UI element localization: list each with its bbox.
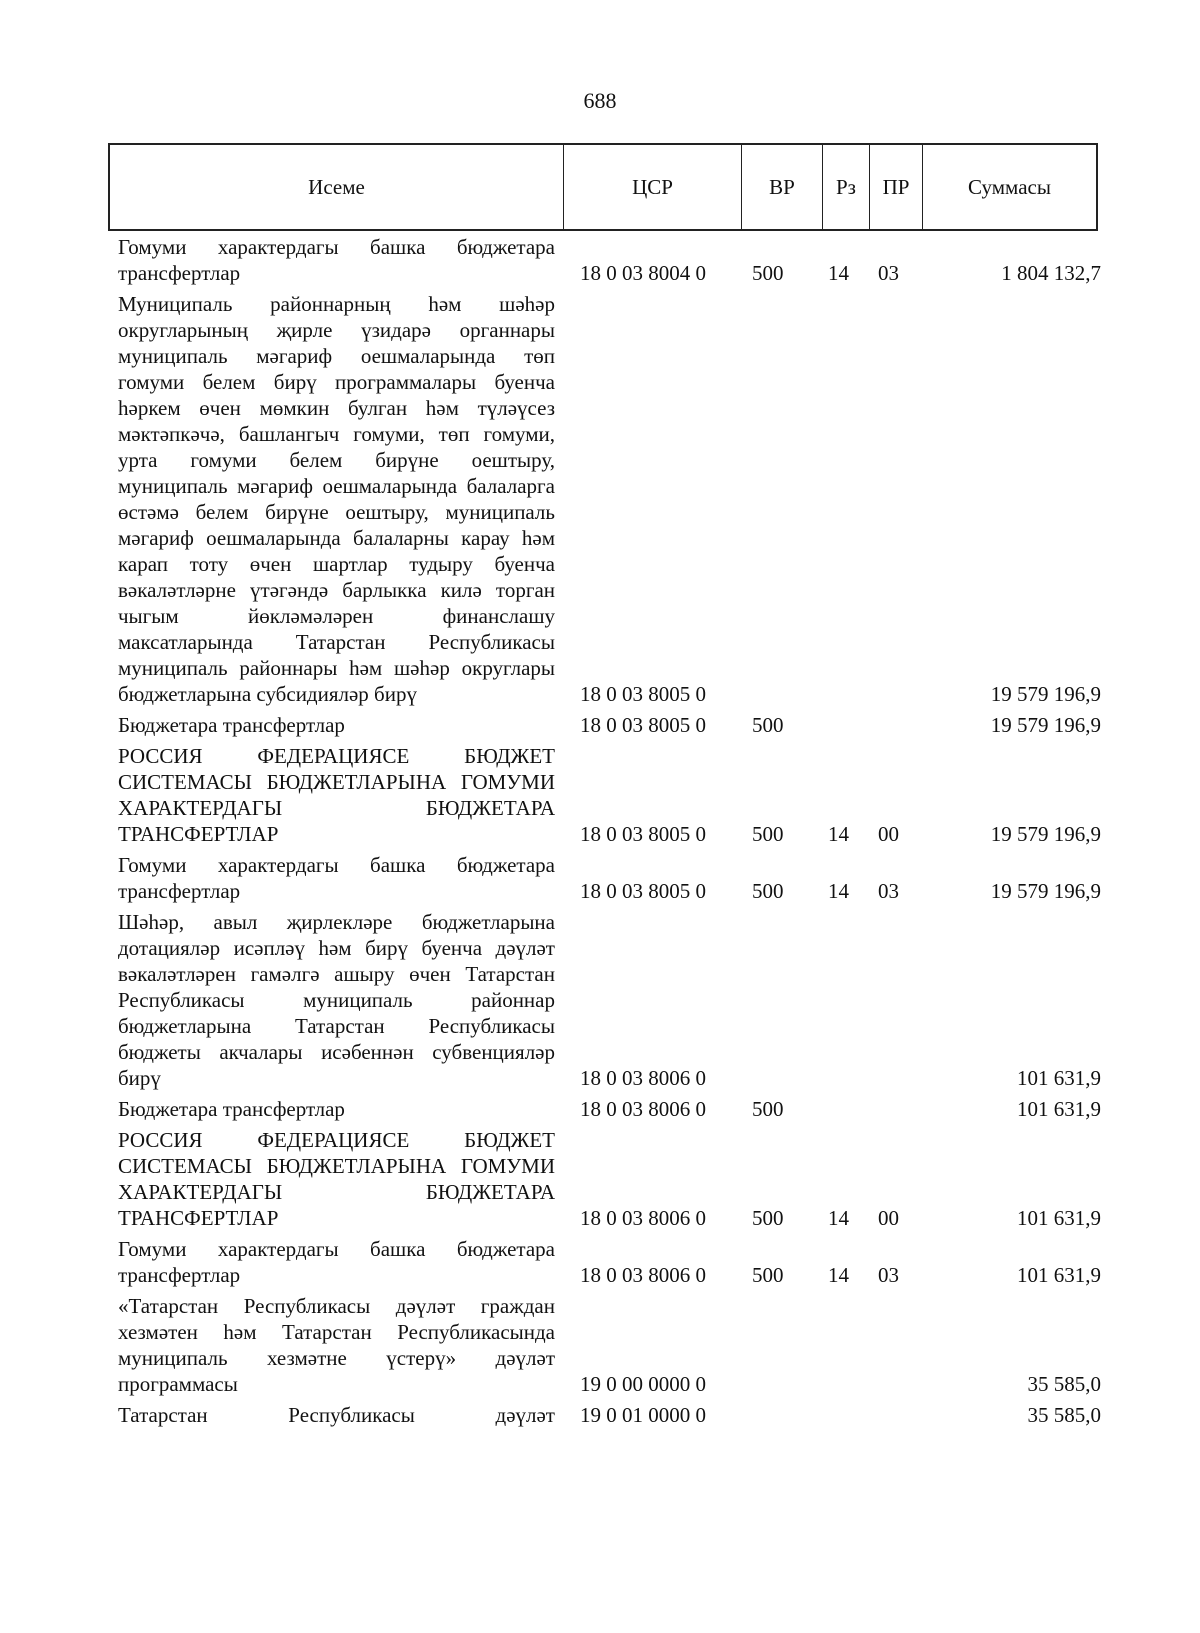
table-row <box>118 1096 1108 1122</box>
row-csr: 18 0 03 8005 0 <box>580 713 706 737</box>
row-pr: 00 <box>878 1206 899 1230</box>
row-name: Гомуми характердагы башка бюджетара трансфертлар <box>118 1237 555 1287</box>
row-vr: 500 <box>752 713 784 737</box>
row-vr: 500 <box>752 1263 784 1287</box>
row-csr: 18 0 03 8006 0 <box>580 1263 706 1287</box>
row-rz: 14 <box>828 1263 849 1287</box>
table-body <box>118 234 1108 1433</box>
header-name: Исеме <box>110 145 564 229</box>
table-row <box>118 909 1108 1091</box>
row-sum: 19 579 196,9 <box>990 682 1101 706</box>
row-rz: 14 <box>828 261 849 285</box>
row-rz: 14 <box>828 879 849 903</box>
row-rz: 14 <box>828 822 849 846</box>
table-row <box>118 1127 1108 1231</box>
header-csr: ЦСР <box>564 145 742 229</box>
row-sum: 101 631,9 <box>1017 1066 1101 1090</box>
row-sum: 35 585,0 <box>1027 1372 1101 1396</box>
header-rz: Рз <box>823 145 870 229</box>
row-name: Гомуми характердагы башка бюджетара трансфертлар <box>118 235 555 285</box>
table-row <box>118 712 1108 738</box>
table-row <box>118 1236 1108 1288</box>
row-pr: 03 <box>878 879 899 903</box>
row-sum: 101 631,9 <box>1017 1263 1101 1287</box>
row-pr: 00 <box>878 822 899 846</box>
page-number: 688 <box>583 88 617 113</box>
row-name: «Татарстан Республикасы дәүләт граждан хезмәтен һәм Татарстан Республикасында муниципаль хезмәтне үстерү» дәүләт программасы <box>118 1294 555 1396</box>
row-csr: 18 0 03 8006 0 <box>580 1066 706 1090</box>
row-sum: 19 579 196,9 <box>990 822 1101 846</box>
row-name: Бюджетара трансфертлар <box>118 1097 345 1121</box>
header-vr: ВР <box>742 145 823 229</box>
row-sum: 35 585,0 <box>1027 1403 1101 1427</box>
row-pr: 03 <box>878 1263 899 1287</box>
table-row <box>118 291 1108 707</box>
row-name: Бюджетара трансфертлар <box>118 713 345 737</box>
header-pr: ПР <box>870 145 923 229</box>
row-sum: 101 631,9 <box>1017 1097 1101 1121</box>
table-row <box>118 743 1108 847</box>
row-vr: 500 <box>752 822 784 846</box>
row-name: Гомуми характердагы башка бюджетара трансфертлар <box>118 853 555 903</box>
row-sum: 1 804 132,7 <box>1001 261 1101 285</box>
row-name: Муниципаль районнарның һәм шәһәр округларының җирле үзидарә органнары муниципаль мәгариф оешмаларында төп гомуми белем бирү программалары буенча һәркем өчен мөмкин булган һәм түләүсез мәктәпкәчә, башлангыч гомуми, төп гомуми, урта гомуми белем бирүне оештыру, муниципаль мәгариф оешмаларында балаларга өстәмә белем бирүне оештыру, муниципаль мәгариф оешмаларында балаларны карау һәм карап тоту өчен шартлар тудыру буенча вәкаләтләрне үтәгәндә барлыкка килә торган чыгым йөкләмәләрен финанслашу максатларында Татарстан Республикасы муниципаль районнары һәм шәһәр округлары бюджетларына субсидияләр бирү <box>118 292 555 706</box>
table-row <box>118 1402 1108 1428</box>
row-name: РОССИЯ ФЕДЕРАЦИЯСЕ БЮДЖЕТ СИСТЕМАСЫ БЮДЖЕТЛАРЫНА ГОМУМИ ХАРАКТЕРДАГЫ БЮДЖЕТАРА ТРАНСФЕРТЛАР <box>118 744 555 846</box>
row-csr: 18 0 03 8005 0 <box>580 879 706 903</box>
table-row <box>118 852 1108 904</box>
row-csr: 18 0 03 8005 0 <box>580 682 706 706</box>
table-row <box>118 234 1108 286</box>
header-sum: Суммасы <box>968 174 1051 199</box>
row-vr: 500 <box>752 1097 784 1121</box>
row-rz: 14 <box>828 1206 849 1230</box>
row-vr: 500 <box>752 879 784 903</box>
row-vr: 500 <box>752 1206 784 1230</box>
row-csr: 18 0 03 8004 0 <box>580 261 706 285</box>
row-sum: 19 579 196,9 <box>990 713 1101 737</box>
row-sum: 19 579 196,9 <box>990 879 1101 903</box>
row-csr: 18 0 03 8006 0 <box>580 1206 706 1230</box>
row-sum: 101 631,9 <box>1017 1206 1101 1230</box>
row-vr: 500 <box>752 261 784 285</box>
table-header <box>108 143 1098 231</box>
row-name: РОССИЯ ФЕДЕРАЦИЯСЕ БЮДЖЕТ СИСТЕМАСЫ БЮДЖЕТЛАРЫНА ГОМУМИ ХАРАКТЕРДАГЫ БЮДЖЕТАРА ТРАНСФЕРТЛАР <box>118 1128 555 1230</box>
row-name: Шәһәр, авыл җирлекләре бюджетларына дотацияләр исәпләү һәм бирү буенча дәүләт вәкаләтләрен гамәлгә ашыру өчен Татарстан Республикасы муниципаль районнар бюджетларына Татарстан Республикасы бюджеты акчалары исәбеннән субвенцияләр бирү <box>118 910 555 1090</box>
row-pr: 03 <box>878 261 899 285</box>
table-row <box>118 1293 1108 1397</box>
row-name: Татарстан Республикасы дәүләт <box>118 1403 555 1427</box>
row-csr: 19 0 00 0000 0 <box>580 1372 706 1396</box>
row-csr: 19 0 01 0000 0 <box>580 1403 706 1427</box>
row-csr: 18 0 03 8005 0 <box>580 822 706 846</box>
row-csr: 18 0 03 8006 0 <box>580 1097 706 1121</box>
